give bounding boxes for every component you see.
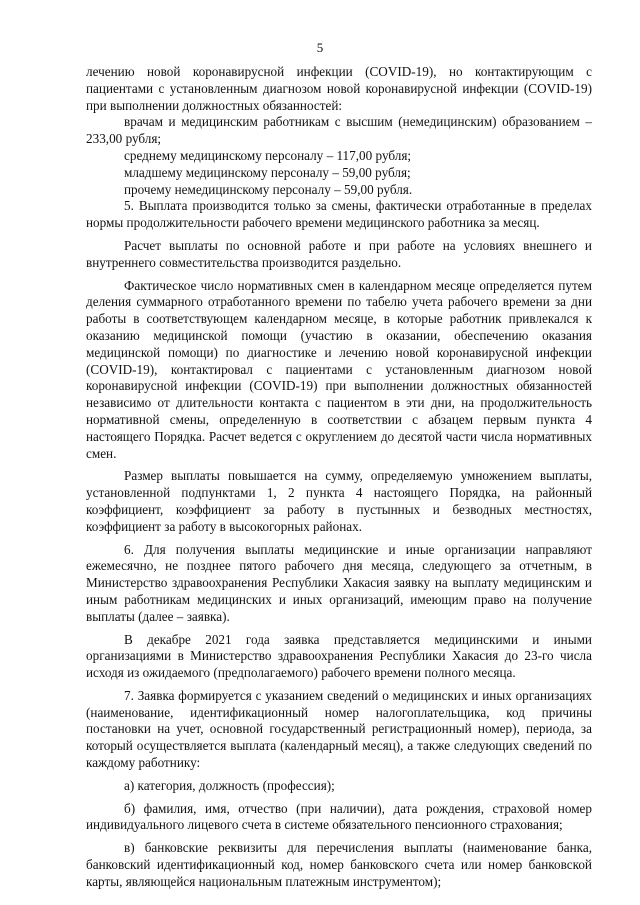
paragraph-item-5: 5. Выплата производится только за смены, фактически отработанные в пределах нормы продолжительности рабочего времени медицинского работника за месяц. bbox=[86, 198, 592, 231]
document-body bbox=[86, 64, 592, 891]
paragraph-separate-calculation: Расчет выплаты по основной работе и при работе на условиях внешнего и внутреннего совместительства производится раздельно. bbox=[86, 237, 592, 270]
paragraph-other-staff-rate: прочему немедицинскому персоналу – 59,00 рубля. bbox=[124, 181, 413, 197]
paragraph-coefficients: Размер выплаты повышается на сумму, определяемую умножением выплаты, установленной подпунктами 1, 2 пункта 4 настоящего Порядка, на районный коэффициент, коэффициент за работу в пустынных и безводных местностях, коэффициент за работу в высокогорных районах. bbox=[86, 468, 592, 534]
paragraph-continuation: лечению новой коронавирусной инфекции (COVID-19), но контактирующим с пациентами с установленным диагнозом новой коронавирусной инфекции (COVID-19) при выполнении должностных обязанностей: bbox=[86, 64, 592, 113]
paragraph-shift-count: Фактическое число нормативных смен в календарном месяце определяется путем деления суммарного отработанного времени по табелю учета рабочего времени за дни работы в соответствующем календарном месяце, в которые работник привлекался к оказанию медицинской помощи (участию в оказании, обеспечению оказания медицинской помощи) по диагностике и лечению новой коронавирусной инфекции (COVID-19), контактировал с пациентами с установленным диагнозом новой коронавирусной инфекции (COVID-19) при выполнении должностных обязанностей независимо от длительности контакта с пациентом в эти дни, на продолжительность нормативной смены, определенную в соответствии с абзацем первым пункта 4 настоящего Порядка. Расчет ведется с округлением до десятой части числа нормативных смен. bbox=[86, 277, 592, 461]
paragraph-mid-staff-rate: среднему медицинскому персоналу – 117,00 рубля; bbox=[124, 147, 412, 163]
paragraph-item-a: а) категория, должность (профессия); bbox=[124, 777, 335, 793]
paragraph-item-b: б) фамилия, имя, отчество (при наличии), дата рождения, страховой номер индивидуального лицевого счета в системе обязательного пенсионного страхования; bbox=[86, 800, 592, 833]
paragraph-item-6: 6. Для получения выплаты медицинские и иные организации направляют ежемесячно, не позднее пятого рабочего дня месяца, следующего за отчетным, в Министерство здравоохранения Республики Хакасия заявку на выплату медицинским и иным работникам медицинских и иных организаций, имеющим право на получение выплаты (далее – заявка). bbox=[86, 541, 592, 624]
paragraph-december: В декабре 2021 года заявка представляется медицинскими и иными организациями в Министерство здравоохранения Республики Хакасия до 23-го числа исходя из ожидаемого (предполагаемого) рабочего времени полного месяца. bbox=[86, 631, 592, 681]
paragraph-item-v: в) банковские реквизиты для перечисления выплаты (наименование банка, банковский идентификационный код, номер банковского счета или номер банковской карты, являющейся национальным платежным инструментом); bbox=[86, 840, 592, 889]
page-number: 5 bbox=[316, 40, 324, 55]
paragraph-doctors-rate: врачам и медицинским работникам с высшим (немедицинским) образованием – 233,00 рубля; bbox=[86, 114, 592, 147]
paragraph-item-7: 7. Заявка формируется с указанием сведений о медицинских и иных организациях (наименование, идентификационный номер налогоплательщика, код причины постановки на учет, основной государственный регистрационный номер), периода, за который осуществляется выплата (календарный месяц), а также следующих сведений по каждому работнику: bbox=[86, 687, 592, 771]
paragraph-junior-staff-rate: младшему медицинскому персоналу – 59,00 рубля; bbox=[124, 164, 411, 180]
